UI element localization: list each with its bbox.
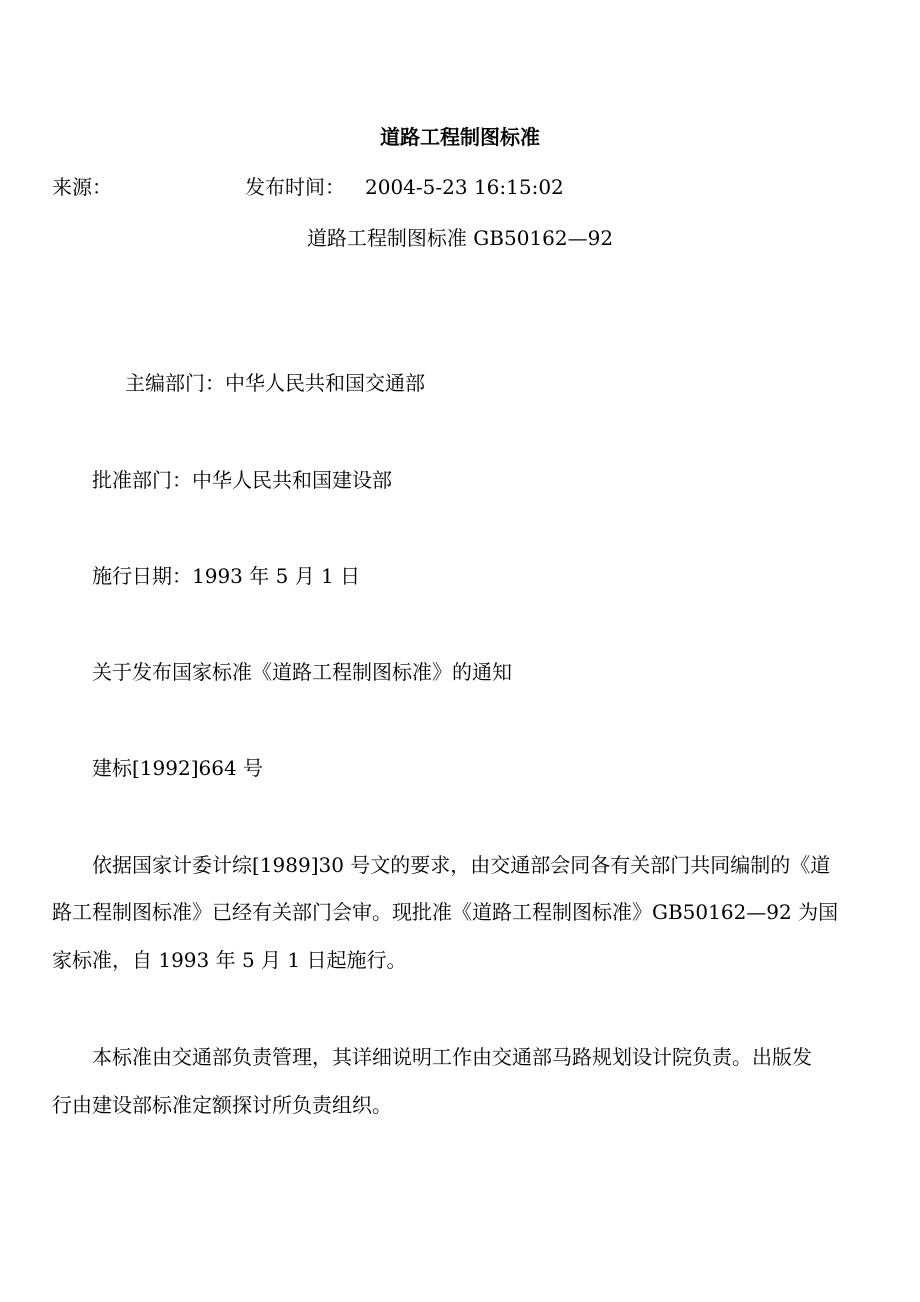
paragraph-line: 家标准，自 1993 年 5 月 1 日起施行。 <box>52 948 407 972</box>
notice-title: 关于发布国家标准《道路工程制图标准》的通知 <box>92 660 512 684</box>
source-label: 来源： <box>52 175 112 199</box>
editor-department: 主编部门：中华人民共和国交通部 <box>125 371 425 395</box>
effective-date: 施行日期：1993 年 5 月 1 日 <box>92 564 361 588</box>
paragraph-line: 依据国家计委计综[1989]30 号文的要求，由交通部会同各有关部门共同编制的《道 <box>92 853 831 877</box>
approver-department: 批准部门：中华人民共和国建设部 <box>92 468 392 492</box>
document-title: 道路工程制图标准 <box>380 125 540 149</box>
notice-number: 建标[1992]664 号 <box>92 756 264 780</box>
publish-label: 发布时间： <box>245 175 345 199</box>
publish-time: 2004-5-23 16:15:02 <box>365 175 564 199</box>
paragraph-line: 行由建设部标准定额探讨所负责组织。 <box>52 1093 392 1117</box>
paragraph-line: 路工程制图标准》已经有关部门会审。现批准《道路工程制图标准》GB50162—92 为国 <box>52 900 839 924</box>
document-subtitle: 道路工程制图标准 GB50162—92 <box>306 226 614 250</box>
paragraph-line: 本标准由交通部负责管理，其详细说明工作由交通部马路规划设计院负责。出版发 <box>92 1045 812 1069</box>
